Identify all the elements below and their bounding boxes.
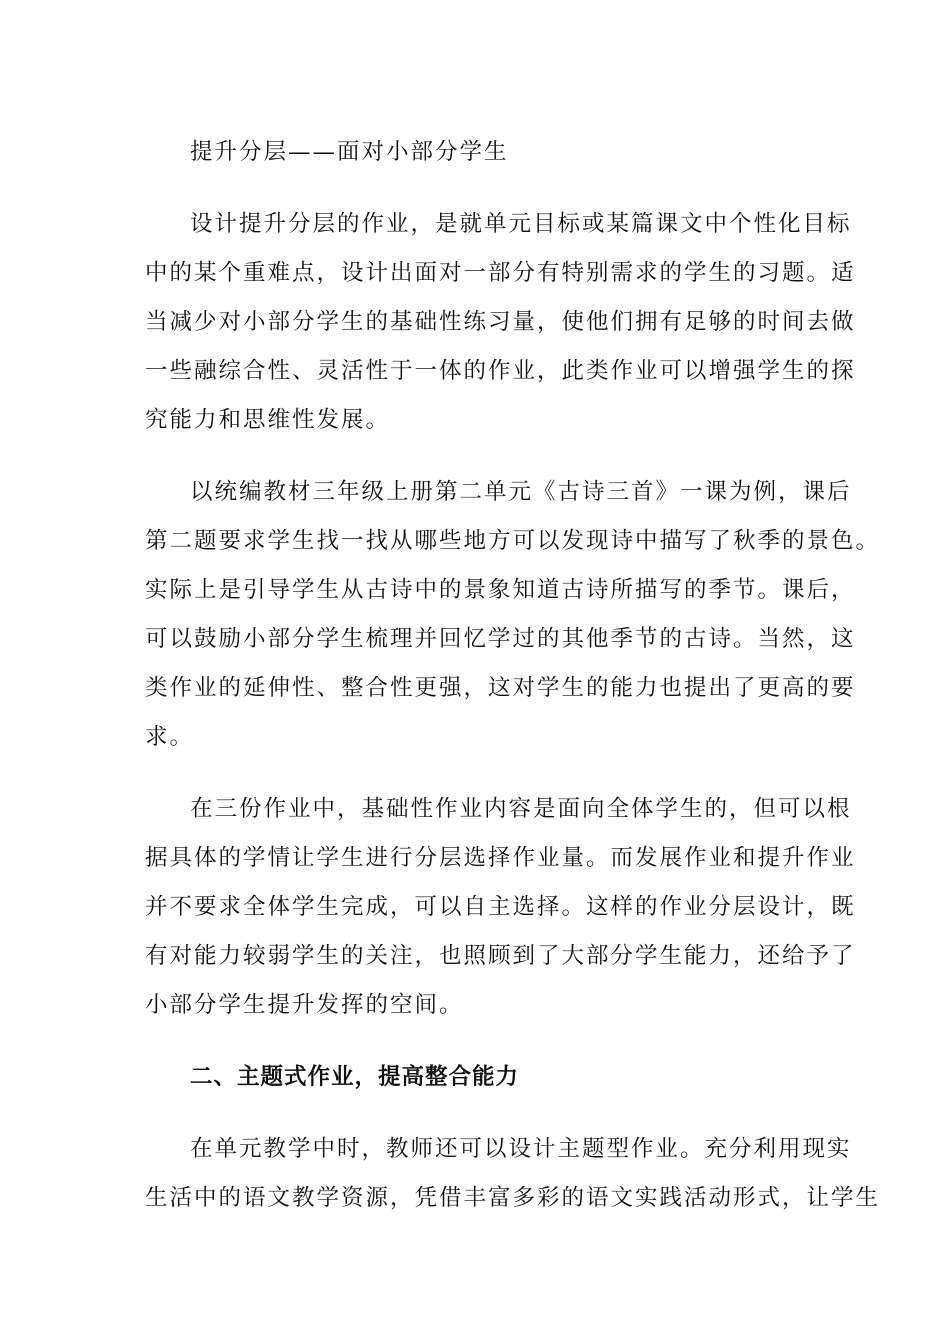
paragraph-thematic-homework [145, 1125, 881, 1223]
text-line: 生活中的语文教学资源，凭借丰富多彩的语文实践活动形式，让学生 [145, 1185, 881, 1211]
text-line: 一些融综合性、灵活性于一体的作业，此类作业可以增强学生的探 [145, 358, 856, 384]
text-line: 以统编教材三年级上册第二单元《古诗三首》一课为例，课后 [190, 479, 852, 505]
text-line: 在单元教学中时，教师还可以设计主题型作业。充分利用现实 [190, 1136, 852, 1162]
paragraph-enhanced-layer-design [145, 200, 856, 445]
text-line: 并不要求全体学生完成，可以自主选择。这样的作业分层设计，既 [145, 894, 856, 920]
document-page [145, 128, 881, 1246]
text-line: 小部分学生提升发挥的空间。 [145, 992, 464, 1018]
text-line: 实际上是引导学生从古诗中的景象知道古诗所描写的季节。课后， [145, 577, 856, 603]
text-line: 中的某个重难点，设计出面对一部分有特别需求的学生的习题。适 [145, 260, 856, 286]
paragraph-three-assignments [145, 785, 856, 1030]
text-line: 在三份作业中，基础性作业内容是面向全体学生的，但可以根 [190, 796, 852, 822]
text-line: 求。 [145, 724, 195, 750]
text-line: 提升分层——面对小部分学生 [190, 139, 509, 165]
subheading-enhanced-layer [145, 128, 810, 177]
section-heading-thematic-homework [145, 1053, 810, 1102]
text-line: 可以鼓励小部分学生梳理并回忆学过的其他季节的古诗。当然，这 [145, 626, 856, 652]
text-line: 据具体的学情让学生进行分层选择作业量。而发展作业和提升作业 [145, 845, 856, 871]
text-line: 究能力和思维性发展。 [145, 407, 391, 433]
text-line: 类作业的延伸性、整合性更强，这对学生的能力也提出了更高的要 [145, 675, 856, 701]
heading-text: 二、主题式作业，提高整合能力 [190, 1064, 520, 1090]
text-line: 当减少对小部分学生的基础性练习量，使他们拥有足够的时间去做 [145, 309, 856, 335]
paragraph-ancient-poems-example [145, 468, 881, 762]
text-line: 设计提升分层的作业，是就单元目标或某篇课文中个性化目标 [190, 211, 852, 237]
text-line: 有对能力较弱学生的关注，也照顾到了大部分学生能力，还给予了 [145, 943, 856, 969]
text-line: 第二题要求学生找一找从哪些地方可以发现诗中描写了秋季的景色。 [145, 528, 881, 554]
